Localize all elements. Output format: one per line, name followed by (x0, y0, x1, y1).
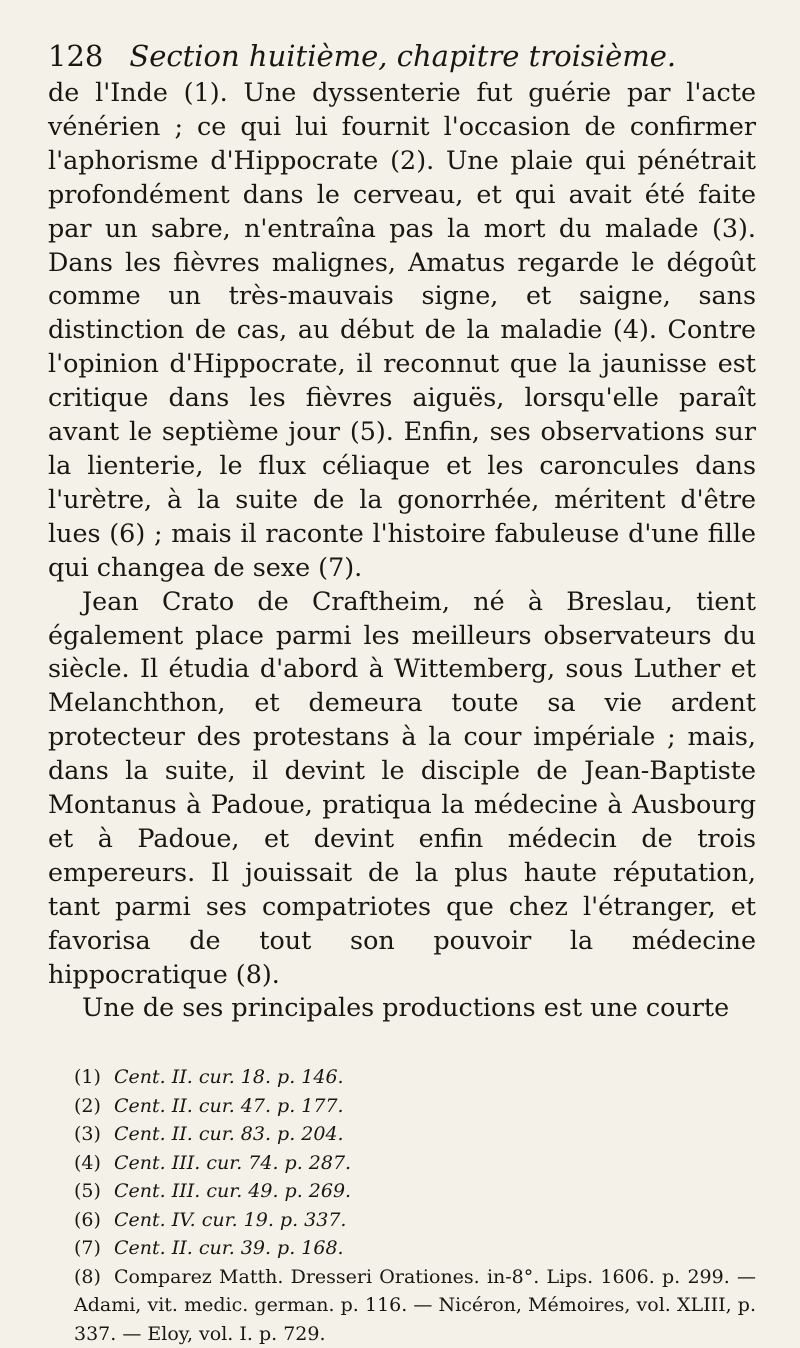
footnote-mark: (6) (74, 1208, 101, 1231)
footnote-mark: (8) (74, 1265, 101, 1288)
footnote-text: Cent. II. cur. 39. p. 168. (114, 1237, 344, 1260)
footnote-3 (48, 1120, 756, 1149)
footnote-5 (48, 1177, 756, 1206)
footnote-mark: (5) (74, 1180, 101, 1203)
footnote-text: Cent. II. cur. 18. p. 146. (114, 1066, 344, 1089)
footnote-8 (48, 1263, 756, 1348)
footnote-4 (48, 1149, 756, 1178)
footnote-text: Cent. III. cur. 49. p. 269. (114, 1180, 352, 1203)
footnote-text: Cent. II. cur. 83. p. 204. (114, 1123, 344, 1146)
footnote-6 (48, 1206, 756, 1235)
footnote-2 (48, 1092, 756, 1121)
paragraph-1: de l'Inde (1). Une dyssenterie fut guérie par l'acte vénérien ; ce qui lui fournit l'occasion de confirmer l'aphorisme d'Hippocrate (2). Une plaie qui pénétrait profondément dans le cerveau, et qui avait été faite par un sabre, n'entraîna pas la mort du malade (3). Dans les fièvres malignes, Amatus regarde le dégoût comme un très-mauvais signe, et saigne, sans distinction de cas, au début de la maladie (4). Contre l'opinion d'Hippocrate, il reconnut que la jaunisse est critique dans les fièvres aiguës, lorsqu'elle paraît avant le septième jour (5). Enfin, ses observations sur la lienterie, le flux céliaque et les caroncules dans l'urètre, à la suite de la gonorrhée, méritent d'être lues (6) ; mais il raconte l'histoire fabuleuse d'une fille qui changea de sexe (7). (48, 77, 756, 582)
page-number: 128 (48, 39, 104, 73)
footnote-mark: (7) (74, 1237, 101, 1260)
running-head (48, 38, 756, 74)
footnote-text: Comparez Matth. Dresseri Orationes. in-8°. Lips. 1606. p. 299. — Adami, vit. medic. german. p. 116. — Nicéron, Mémoires, vol. XLIII, p. 337. — Eloy, vol. I. p. 729. (74, 1265, 756, 1345)
footnote-mark: (1) (74, 1066, 101, 1089)
paragraph-2: Jean Crato de Craftheim, né à Breslau, tient également place parmi les meilleurs observateurs du siècle. Il étudia d'abord à Wittemberg, sous Luther et Melanchthon, et demeura toute sa vie ardent protecteur des protestans à la cour impériale ; mais, dans la suite, il devint le disciple de Jean-Baptiste Montanus à Padoue, pratiqua la médecine à Ausbourg et à Padoue, et devint enfin médecin de trois empereurs. Il jouissait de la plus haute réputation, tant parmi ses compatriotes que chez l'étranger, et favorisa de tout son pouvoir la médecine hippocratique (8). (48, 585, 756, 989)
footnote-7 (48, 1234, 756, 1263)
footnote-text: Cent. II. cur. 47. p. 177. (114, 1094, 344, 1117)
footnote-1 (48, 1063, 756, 1092)
footnote-text: Cent. IV. cur. 19. p. 337. (114, 1208, 347, 1231)
footnote-text: Cent. III. cur. 74. p. 287. (114, 1151, 352, 1174)
footnotes (48, 1063, 756, 1348)
footnote-mark: (2) (74, 1094, 101, 1117)
paragraph-3: Une de ses principales productions est une courte (82, 992, 730, 1023)
running-title: Section huitième, chapitre troisième. (129, 39, 677, 73)
footnote-mark: (3) (74, 1123, 101, 1146)
footnote-mark: (4) (74, 1151, 101, 1174)
main-text (48, 76, 756, 1025)
